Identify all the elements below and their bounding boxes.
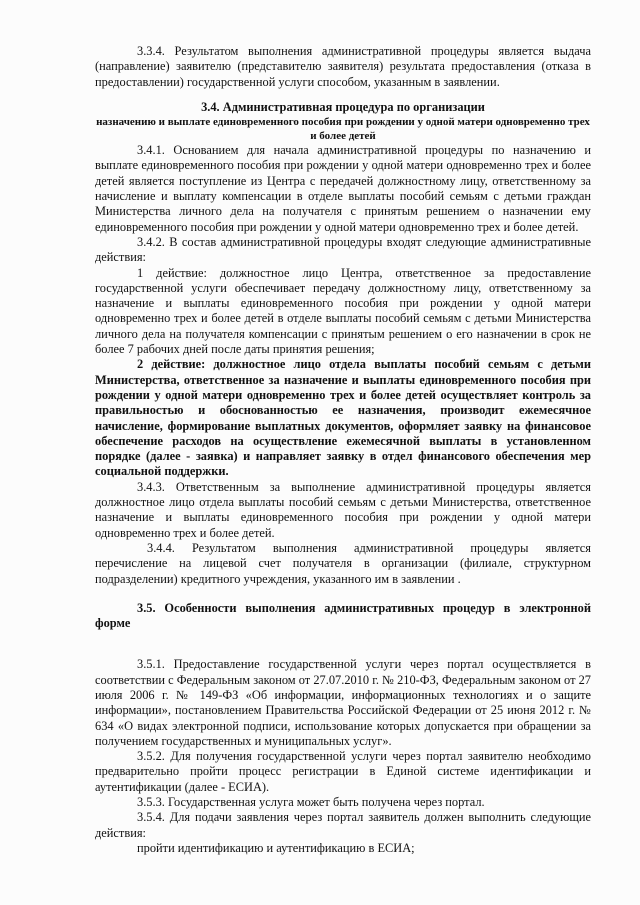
paragraph-3-4-4: 3.4.4. Результатом выполнения административной процедуры является перечисление на лицевой счет получателя в организации (филиале, структурном подразделении) кредитного учреждения, указанного им в заявлении . <box>95 540 591 586</box>
paragraph-3-5-4-item: пройти идентификацию и аутентификацию в ЕСИА; <box>137 840 415 855</box>
paragraph-3-4-1: 3.4.1. Основанием для начала административной процедуры по назначению и выплате единовременного пособия при рождении у одной матери одновременно трех и более детей является поступление из Центра с передачей должностному лицу, ответственному за начисление и выплату компенсации в отделе выплаты пособий семьям с детьми граждан Министерства личного дела на получателя с принятым решением о назначении ему единовременного пособия при рождении у одной матери одновременно трех и более детей. <box>95 143 591 234</box>
paragraph-3-4-3: 3.4.3. Ответственным за выполнение административной процедуры является должностное лицо отдела выплаты пособий семьям с детьми Министерства, ответственное назначение и выплаты единовременного пособия при рождении у одной матери одновременно трех и более детей. <box>95 479 591 540</box>
paragraph-action-1: 1 действие: должностное лицо Центра, ответственное за предоставление государственной услуги обеспечивает передачу должностному лицу, ответственному за назначение и выплаты единовременного пособия при рождении у одной матери одновременно трех и более детей в отделе выплаты пособий семьям с детьми Министерства личного дела на получателя компенсации с принятым решением о его назначении в срок не более 7 рабочих дней после даты принятия решения; <box>95 265 591 357</box>
paragraph-3-5-4: 3.5.4. Для подачи заявления через портал заявитель должен выполнить следующие действия: <box>95 810 591 840</box>
paragraph-action-2: 2 действие: должностное лицо отдела выплаты пособий семьям с детьми Министерства, ответственное за назначение и выплаты единовременного пособия при рождении у одной матери одновременно трех и более детей осуществляет контроль за правильностью и обоснованностью ее назначения, производит ежемесячное начисление, формирование выплатных документов, оформляет заявку на финансовое обеспечение расходов на осуществление ежемесячной выплаты в установленном порядке (далее - заявка) и направляет заявку в отдел финансового обеспечения мер социальной поддержки. <box>95 357 591 479</box>
section-heading-3-5: 3.5. Особенности выполнения административных процедур в электронной форме <box>95 600 591 631</box>
paragraph-3-5-2: 3.5.2. Для получения государственной услуги через портал заявителю необходимо предварительно пройти процесс регистрации в Единой системе идентификации и аутентификации (далее - ЕСИА). <box>95 749 591 794</box>
paragraph-3-5-3: 3.5.3. Государственная услуга может быть получена через портал. <box>137 795 485 810</box>
paragraph-3-4-2: 3.4.2. В состав административной процедуры входят следующие административные действия: <box>95 234 591 265</box>
section-heading-3-4 <box>95 100 591 143</box>
document-body <box>95 44 591 856</box>
section-heading-3-4-subtitle: назначению и выплате единовременного пособия при рождении у одной матери одновременно трех и более детей <box>96 116 590 143</box>
paragraph-3-5-1: 3.5.1. Предоставление государственной услуги через портал осуществляется в соответствии с Федеральным законом от 27.07.2010 г. № 210-ФЗ, Федеральным законом от 27 июля 2006 г. № 149-ФЗ «Об информации, информационных технологиях и о защите информации», постановлением Правительства Российской Федерации от 25 июня 2012 г. № 634 «О видах электронной подписи, использование которых допускается при обращении за получением государственных и муниципальных услуг». <box>95 657 591 748</box>
section-heading-3-4-title: 3.4. Административная процедура по организации <box>201 99 485 114</box>
paragraph-3-3-4: 3.3.4. Результатом выполнения административной процедуры является выдача (направление) заявителю (представителю заявителя) результата предоставления (отказа в предоставлении) государственной услуги способом, указанным в заявлении. <box>95 44 591 89</box>
